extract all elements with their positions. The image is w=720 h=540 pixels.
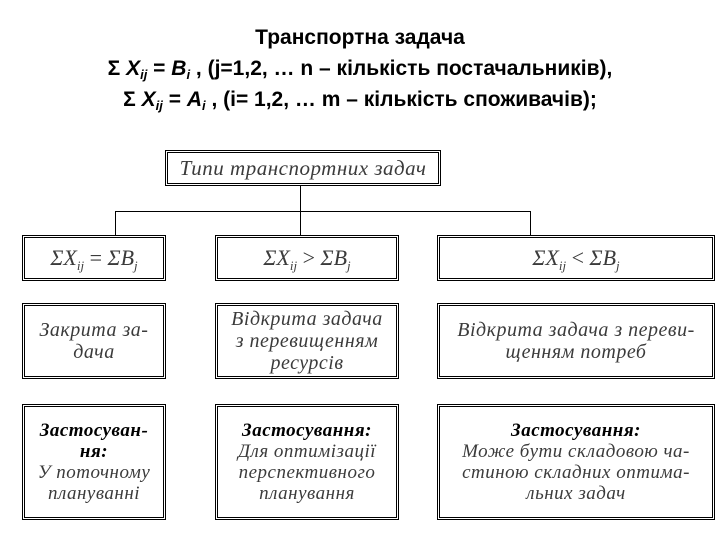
type-deficit: Відкрита задача з переви- щенням потреб — [437, 303, 715, 379]
slide-header — [0, 22, 720, 115]
formula-deficit: $\Sigma X_{ij} < \Sigma B_j$ — [437, 235, 715, 281]
formula-surplus: $\Sigma X_{ij} > \Sigma B_j$ — [215, 235, 399, 281]
connector-left-down — [115, 211, 116, 236]
type-closed: Закрита за- дача — [22, 303, 166, 379]
connector-horizontal — [115, 211, 531, 212]
consumer-constraint: Σ $X_{ij} = A_i$ , (i= 1,2, … m – кількість споживачів); — [123, 88, 597, 113]
formula-closed: $\Sigma X_{ij} = \Sigma B_j$ — [22, 235, 166, 281]
app-surplus: Застосування: Для оптимізації перспективного планування — [215, 404, 399, 520]
root-node: Типи транспортних задач — [165, 150, 441, 186]
connector-right-down — [530, 211, 531, 236]
slide-title: Транспортна задача — [255, 26, 465, 49]
type-surplus: Відкрита задача з перевищенням ресурсів — [215, 303, 399, 379]
app-closed: Застосуван- ня: У поточному плануванні — [22, 404, 166, 520]
connector-root-down — [300, 186, 301, 212]
supplier-constraint: Σ $X_{ij} = B_i$ , (j=1,2, … n – кількість постачальників), — [107, 57, 613, 82]
connector-center-down — [300, 211, 301, 236]
app-deficit: Застосування: Може бути складовою ча- стиною складних оптима- льних задач — [437, 404, 715, 520]
